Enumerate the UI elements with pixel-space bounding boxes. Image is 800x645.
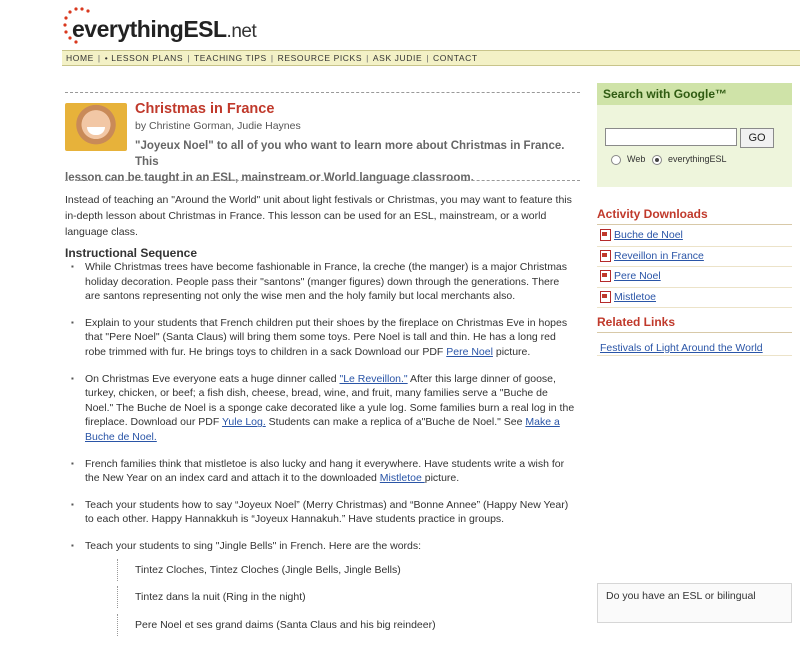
nav-teaching-tips[interactable]: TEACHING TIPS bbox=[194, 53, 267, 63]
related-links bbox=[600, 338, 763, 356]
download-item[interactable]: Buche de Noel bbox=[597, 226, 792, 247]
promo-text: Do you have an ESL or bilingual bbox=[606, 590, 756, 602]
le-reveillon-link[interactable]: "Le Reveillon." bbox=[339, 372, 408, 385]
related-links-heading: Related Links bbox=[597, 315, 676, 329]
lesson-thumbnail bbox=[65, 103, 127, 151]
song-lyrics bbox=[117, 563, 575, 633]
instruction-list bbox=[65, 260, 575, 645]
lyric-line: Pere Noel et ses grand daims (Santa Claus and his big reindeer) bbox=[117, 618, 575, 633]
nav-separator: | bbox=[97, 53, 101, 63]
download-item[interactable]: Pere Noel bbox=[597, 267, 792, 288]
byline: by Christine Gorman, Judie Haynes bbox=[135, 120, 301, 132]
lyric-line: Tintez Cloches, Tintez Cloches (Jingle Bells, Jingle Bells) bbox=[117, 563, 575, 578]
festivals-link[interactable]: Festivals of Light Around the World bbox=[600, 342, 763, 354]
pdf-icon bbox=[600, 291, 611, 303]
nav-separator: | bbox=[426, 53, 430, 63]
logo-suffix: .net bbox=[226, 21, 257, 42]
nav-resource-picks[interactable]: RESOURCE PICKS bbox=[277, 53, 363, 63]
search-input[interactable] bbox=[605, 128, 737, 146]
radio-icon bbox=[611, 155, 621, 165]
divider bbox=[597, 355, 792, 356]
download-item[interactable]: Mistletoe bbox=[597, 288, 792, 309]
go-button[interactable]: GO bbox=[740, 128, 774, 148]
list-item: ▪ On Christmas Eve everyone eats a huge dinner called "Le Reveillon." After this large dinner of goose, turkey, chicken, or beef; a fish dish, cheese, bread, wine, and fruit, many families serve a "Buche de Noel." The Buche de Noel is a sponge cake decorated like a yule log. Some families burn a real log in the fireplace. Download our PDF Yule Log. Students can make a replica of a"Buche de Noel." See Make a Buche de Noel. bbox=[65, 372, 575, 445]
divider bbox=[65, 92, 580, 93]
nav-separator: | bbox=[270, 53, 274, 63]
nav-separator: | bbox=[187, 53, 190, 63]
radio-selected-icon bbox=[652, 155, 662, 165]
pere-noel-link[interactable]: Pere Noel bbox=[446, 345, 493, 358]
make-buche-link[interactable]: Make a Buche de Noel. bbox=[85, 416, 560, 443]
pdf-icon bbox=[600, 270, 611, 282]
radio-web[interactable]: Web bbox=[611, 154, 645, 165]
yule-log-link[interactable]: Yule Log. bbox=[221, 416, 266, 429]
divider bbox=[597, 224, 792, 225]
nav-lesson-plans[interactable]: • LESSON PLANS bbox=[104, 53, 184, 63]
main-content bbox=[65, 92, 580, 631]
nav-separator: | bbox=[366, 53, 369, 63]
google-search-box bbox=[597, 83, 792, 187]
lesson-intro bbox=[65, 138, 580, 186]
logo-text: everythingESL bbox=[72, 16, 227, 42]
lyric-line: Tintez dans la nuit (Ring in the night) bbox=[117, 590, 575, 605]
downloads-list bbox=[597, 226, 792, 308]
mistletoe-link[interactable]: Mistletoe bbox=[379, 472, 425, 485]
activity-downloads-heading: Activity Downloads bbox=[597, 207, 708, 221]
list-item: ▪ Explain to your students that French children put their shoes by the fireplace on Christmas Eve in hopes that "Pere Noel" (Santa Claus) will bring them some toys. Pere Noel is tall and thin. He has a long red robe trimmed with fur. He brings toys to children in a sack Download our PDF Pere Noel picture. bbox=[65, 316, 575, 360]
pdf-icon bbox=[600, 229, 611, 241]
divider bbox=[65, 180, 580, 181]
intro-paragraph: Instead of teaching an "Around the World" unit about light festivals or Christmas, you may want to feature this in-depth lesson about Christmas in France. This lesson can be used for an ESL, mainstream, or a world language class. bbox=[65, 194, 572, 238]
google-search-title: Search with Google™ bbox=[597, 83, 792, 105]
radio-everythingesl[interactable]: everythingESL bbox=[652, 154, 727, 165]
page-title: Christmas in France bbox=[135, 101, 275, 117]
pdf-icon bbox=[600, 250, 611, 262]
intro-line-2: lesson can be taught in an ESL, mainstream or World language classroom. bbox=[65, 172, 474, 184]
list-item: ▪ Teach your students to sing "Jingle Bells" in French. Here are the words: Tintez Cloches, Tintez Cloches (Jingle Bells, Jingle Bells) Tintez dans la nuit (Ring in the night) Pere Noel et ses grand daims (Santa Claus and his big reindeer) bbox=[65, 539, 575, 632]
list-item: ▪ While Christmas trees have become fashionable in France, la creche (the manger) is a major Christmas holiday decoration. People pass their "santons" (manger figures) down through the generations. There are santons representing not only the wise men and the holy family but local merchants also. bbox=[65, 260, 575, 304]
nav-ask-judie[interactable]: ASK JUDIE bbox=[372, 53, 423, 63]
site-logo[interactable] bbox=[62, 6, 262, 46]
list-item: ▪ French families think that mistletoe is also lucky and hang it everywhere. Have students write a wish for the New Year on an index card and attach it to the downloaded Mistletoe picture. bbox=[65, 457, 575, 486]
nav-home[interactable]: HOME bbox=[66, 53, 94, 63]
divider bbox=[597, 332, 792, 333]
list-item: ▪ Teach your students how to say “Joyeux Noel” (Merry Christmas) and “Bonne Annee” (Happy New Year) to each other. Happy Hannakkuh is “Joyeux Hannakuh.” Have students practice in groups. bbox=[65, 498, 575, 527]
section-title: Instructional Sequence bbox=[65, 246, 198, 260]
download-item[interactable]: Reveillon in France bbox=[597, 247, 792, 268]
intro-line-1: "Joyeux Noel" to all of you who want to learn more about Christmas in France. This bbox=[135, 140, 565, 168]
nav-contact[interactable]: CONTACT bbox=[433, 53, 478, 63]
top-nav bbox=[62, 50, 800, 66]
promo-box bbox=[597, 583, 792, 623]
